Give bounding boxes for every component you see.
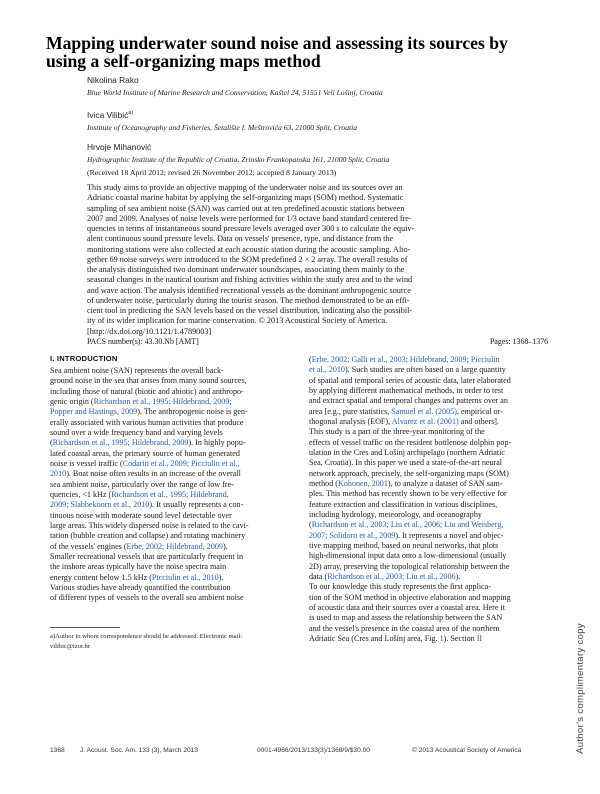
text-line [50, 480, 300, 490]
abstract-line: of underwater noise, particularly during the tourist season. The method demonstrated to be an effi- [87, 295, 410, 305]
text-line [309, 603, 559, 613]
abstract-line: Adriatic coastal marine habitat by applying the self-organizing maps (SOM) method. Systematic [87, 193, 404, 203]
text-line [309, 572, 559, 582]
text-line [309, 593, 559, 603]
text-line [309, 510, 559, 520]
text-segment: of different types of vessels to the overall sea ambient noise [50, 593, 244, 603]
author-affiliation: Institute of Oceanography and Fisheries, Šetalište I. Meštrovića 63, 21000 Split, Croatia [87, 123, 358, 132]
text-segment: Sea ambient noise (SAN) represents the overall back- [50, 366, 224, 375]
text-segment: Sea, Croatia). In this paper we used a state-of-the-art neural [309, 458, 503, 468]
text-segment: ). [222, 541, 228, 551]
text-line [50, 376, 300, 386]
text-line [309, 541, 559, 551]
text-segment: energy content below 1.5 kHz ( [50, 572, 152, 582]
text-segment: ). Boat noise often results in an increase of the overall [66, 469, 241, 479]
text-segment: and others]. [458, 416, 499, 426]
author-name: Nikolina Rako [87, 75, 139, 85]
text-segment: Adriatic Sea (Cres and Lošinj area, Fig. [309, 633, 440, 643]
text-line [309, 489, 559, 499]
author-affiliation: Blue World Institute of Marine Research and Conservation, Kaštel 24, 51551 Veli Lošinj, Croatia [87, 88, 383, 97]
abstract-line: alent continuous sound pressure levels. Data on vessels' presence, type, and distance from the [87, 234, 394, 244]
author-affiliation: Hydrographic Institute of the Republic of Croatia, Zrinsko Frankopanska 161, 21000 Split, Croatia [87, 155, 390, 164]
text-line [309, 479, 559, 489]
received-dates: (Received 18 April 2012; revised 26 November 2012; accepted 8 January 2013) [87, 168, 337, 177]
abstract-line: cient tool in predicting the SAN levels based on the vessel distribution, indicating also the possibil- [87, 306, 413, 316]
citation-link[interactable]: Kohonen, 2001 [338, 478, 388, 488]
abstract-line: ity of its wider implication for marine conservation. © 2013 Acoustical Society of America. [87, 316, 388, 326]
text-segment: and extract spatial and temporal changes and patterns over an [309, 396, 508, 406]
text-line [309, 448, 559, 458]
text-line [50, 593, 300, 603]
text-segment: is used to map and assess the relationship between the SAN [309, 613, 503, 623]
abstract-line: gether 69 noise surveys were introduced to the SOM predefined 2 × 2 array. The overall results of [87, 254, 408, 264]
citation-link[interactable]: Samuel et al. (2005) [391, 406, 457, 416]
citation-link[interactable]: Erbe, 2002; Galli et al., 2003; Hildebrand, 2009; Picciulin [311, 355, 500, 364]
abstract-line: sampling of sea ambient noise (SAN) was carried out at ten predefined acoustic stations between [87, 203, 405, 213]
text-segment: and the vessel's presence in the coastal area of the northern [309, 623, 500, 633]
text-line [309, 520, 559, 530]
author-name: Hrvoje Mihanović [87, 142, 152, 152]
footer-page-number: 1368 [50, 747, 65, 754]
text-segment: ). It represents a novel and objec- [395, 530, 504, 540]
text-segment: 2D) array, preserving the topological relationship between the [309, 561, 510, 571]
text-segment: method ( [309, 478, 338, 488]
citation-link[interactable]: Codarin et al., 2009; Picciulin et al., [122, 458, 240, 468]
footnote-line: vilibic@izor.hr [50, 643, 90, 650]
text-line [50, 469, 300, 479]
text-line [50, 573, 300, 583]
footer-issn: 0001-4966/2013/133(3)/1368/9/$30.00 [257, 747, 370, 754]
text-segment: of acoustic data and their sources over a coastal area. Here it [309, 602, 505, 612]
text-line [50, 490, 300, 500]
citation-link[interactable]: et al., 2010 [309, 365, 345, 375]
text-line [309, 376, 559, 386]
sidebar-watermark: Author's complimentary copy [575, 623, 586, 754]
abstract-line: This study aims to provide an objective mapping of the underwater noise and its sources over an [87, 183, 403, 192]
citation-link[interactable]: Alvarez et al. (2001) [391, 416, 459, 426]
title-line: using a self-organizing maps method [46, 51, 321, 71]
text-segment: data ( [309, 571, 328, 581]
text-segment: ). [455, 571, 461, 581]
text-segment: thogonal analysis (EOF), [309, 416, 392, 426]
citation-link[interactable]: II [476, 633, 483, 643]
citation-link[interactable]: Popper and Hastings, 2009 [50, 407, 138, 417]
text-segment: genic origin ( [50, 396, 94, 406]
footnote-line: a)Author to whom correspondence should be addressed. Electronic mail: [50, 633, 243, 640]
text-segment: feature extraction and classification in various disciplines, [309, 499, 498, 509]
text-segment: ). It usually represents a con- [149, 500, 244, 510]
text-segment: tive mapping method, based on neural networks, that plots [309, 540, 499, 550]
footnote-rule [50, 627, 120, 628]
text-line [50, 438, 300, 448]
citation-link[interactable]: Richardson et al., 2003; Liu et al., 2006; Liu and Weisberg, [311, 520, 504, 530]
text-line [50, 583, 300, 593]
title-line: Mapping underwater sound noise and assessing its sources by [46, 33, 508, 53]
text-segment: erally associated with various human activities that produce [50, 417, 244, 427]
text-segment: the inshore areas typically have the noise spectra main [50, 562, 227, 572]
text-line [309, 458, 559, 468]
text-segment: ). [218, 572, 224, 582]
citation-link[interactable]: 2009; Slabbekoorn et al., 2010 [50, 500, 150, 510]
text-segment: This study is a part of the three-year monitoring of the [309, 427, 485, 437]
text-segment: of spatial and temporal series of acoustic data, later elaborated [309, 375, 511, 385]
abstract-line: quencies in terms of instantaneous sound pressure levels averaged over 300 s to calculate the equiv- [87, 224, 415, 234]
text-line [309, 355, 559, 365]
abstract-line: 2007 and 2009. Analyses of noise levels were performed for 1/3 octave band standard centered fre- [87, 213, 412, 223]
text-segment: ( [50, 438, 53, 448]
text-line [50, 387, 300, 397]
citation-link[interactable]: 1 [439, 633, 444, 643]
author-footnote-mark: a) [128, 110, 134, 117]
text-line [309, 634, 559, 644]
text-segment: large areas. This widely dispersed noise is related to the cavi- [50, 520, 249, 530]
page-range: Pages: 1368–1376 [490, 337, 549, 346]
text-segment: ). Such studies are often based on a large quantity [344, 365, 506, 375]
text-segment: tation (bubble creation and collapse) and rotating machinery [50, 531, 246, 541]
citation-link[interactable]: Richardson et al., 1995; Hildebrand, [111, 489, 229, 499]
text-segment: Smaller recreational vessels that are particularly frequent in [50, 551, 244, 561]
text-segment: , empirical or- [456, 406, 503, 416]
text-segment: ), to analyze a dataset of SAN sam- [387, 478, 503, 488]
author-name: Ivica Vilibić$^{a)}$ [87, 110, 134, 120]
text-line [50, 449, 300, 459]
footer-journal: J. Acoust. Soc. Am. 133 (3), March 2013 [80, 747, 199, 754]
text-segment: ( [309, 355, 312, 364]
text-segment: lated coastal areas, the primary source of human generated [50, 448, 240, 458]
text-line [50, 531, 300, 541]
section-heading: I. INTRODUCTION [50, 354, 118, 363]
text-line [309, 469, 559, 479]
text-segment: sound over a wide frequency band and varying levels [50, 427, 223, 437]
abstract-line: and wave action. The analysis identified recreational vessels as the dominant anthropogenic source [87, 285, 411, 295]
abstract-line: the analysis distinguished two dominant underwater soundscapes, associating them mainly to the [87, 265, 405, 275]
abstract-line: monitoring stations were also collected at each acoustic station during the acoustic sampling. Alto- [87, 244, 411, 254]
text-line [309, 417, 559, 427]
text-segment: ground noise in the sea that arises from many sound sources, [50, 376, 247, 386]
text-line [309, 613, 559, 623]
text-line [50, 459, 300, 469]
text-segment: ). The anthropogenic noise is gen- [137, 407, 248, 417]
text-line [50, 366, 300, 376]
text-line [309, 624, 559, 634]
text-segment: tion of the SOM method in objective elaboration and mapping [309, 592, 511, 602]
text-line [309, 386, 559, 396]
left-column [50, 366, 300, 604]
citation-link[interactable]: 2007; Solidoro et al., 2009 [309, 530, 396, 540]
text-segment: ples. This method has recently shown to be very effective for [309, 489, 507, 499]
text-line [309, 551, 559, 561]
text-line [309, 500, 559, 510]
text-segment: including hydrology, meteorology, and oceanography [309, 509, 482, 519]
citation-link[interactable]: Richardson et al., 1995; Hildebrand, 2009; [93, 396, 232, 406]
text-segment: quencies, <1 kHz ( [50, 489, 112, 499]
citation-link[interactable]: 2010 [50, 469, 67, 479]
text-line [50, 562, 300, 572]
text-line [50, 418, 300, 428]
text-line [309, 582, 559, 592]
abstract-line: [http://dx.doi.org/10.1121/1.4789003] [87, 326, 212, 336]
text-line [50, 428, 300, 438]
footer-copyright: © 2013 Acoustical Society of America [412, 747, 522, 754]
text-segment: effects of vessel traffic on the resident bottlenose dolphin pop- [309, 437, 512, 447]
text-segment: ( [309, 520, 312, 530]
text-segment: ). Section [443, 633, 477, 643]
pacs-numbers: PACS number(s): 43.30.Nb [AMT] [87, 337, 199, 346]
text-segment: high-dimensional input data onto a low-dimensional (usually [309, 551, 507, 561]
citation-link[interactable]: Richardson et al., 2003; Liu et al., 2006 [327, 571, 456, 581]
text-line [309, 407, 559, 417]
text-line [309, 396, 559, 406]
text-line [309, 365, 559, 375]
text-line [50, 552, 300, 562]
text-segment: ). In highly popu- [188, 438, 246, 448]
text-segment: noise is vessel traffic ( [50, 458, 123, 468]
text-line [50, 407, 300, 417]
text-segment: of the vessels' engines ( [50, 541, 127, 551]
text-line [50, 397, 300, 407]
paper-title [46, 34, 546, 70]
text-line [309, 562, 559, 572]
text-segment: ulation in the Cres and Lošinj archipelago (northern Adriatic [309, 447, 505, 457]
citation-link[interactable]: Richardson et al., 1995; Hildebrand, 2009 [52, 438, 189, 448]
text-line [309, 531, 559, 541]
citation-link[interactable]: Erbe, 2002; Hildebrand, 2009 [126, 541, 223, 551]
text-line [309, 427, 559, 437]
abstract [87, 183, 549, 337]
text-segment: sea ambient noise, particularly over the range of low fre- [50, 479, 234, 489]
text-line [50, 521, 300, 531]
text-segment: network approach, precisely, the self-organizing maps (SOM) [309, 468, 509, 478]
footnote [50, 632, 310, 652]
text-line [50, 511, 300, 521]
text-segment: To our knowledge this study represents the first applica- [309, 582, 491, 592]
text-segment: including those of natural (biotic and abiotic) and anthropo- [50, 386, 244, 396]
text-segment: Various studies have already quantified the contribution [50, 582, 231, 592]
citation-link[interactable]: Picciulin et al., 2010 [151, 572, 219, 582]
text-line [309, 438, 559, 448]
abstract-line: seasonal changes in the nautical tourism and fishing activities within the study area and to the wind [87, 275, 413, 285]
text-line [50, 542, 300, 552]
text-line [50, 500, 300, 510]
text-segment: tinuous noise with moderate sound level detectable over [50, 510, 232, 520]
text-segment: area [e.g., pure statistics, [309, 406, 392, 416]
text-segment: by applying different mathematical methods, in order to test [309, 385, 504, 395]
right-column [309, 355, 559, 644]
